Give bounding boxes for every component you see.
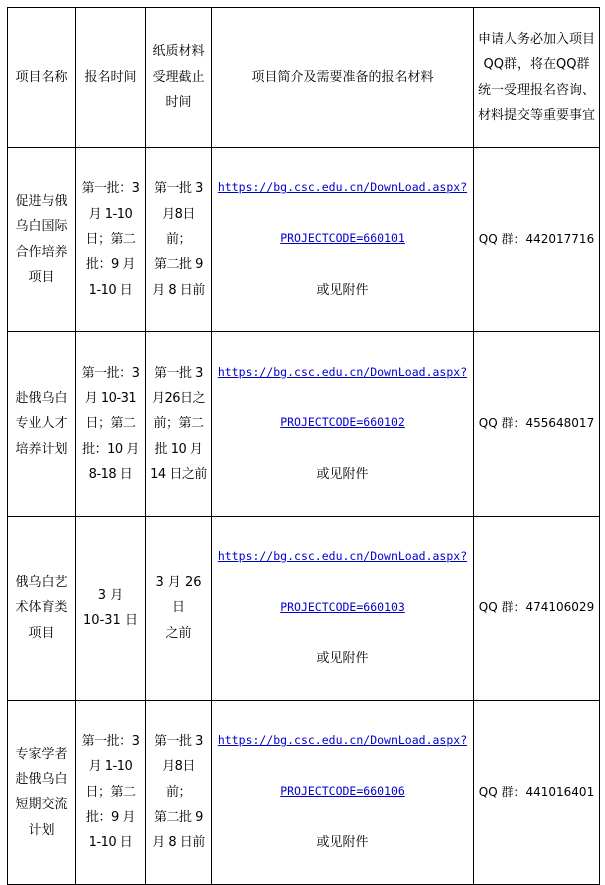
deadline: 3 月 26 日 之前 <box>146 516 212 700</box>
intro-cell <box>212 332 474 516</box>
table-header-row <box>8 8 600 148</box>
intro-cell <box>212 516 474 700</box>
signup-time: 第一批：3 月 1-10 日；第二 批：9 月 1-10 日 <box>76 700 146 884</box>
download-link-code[interactable] <box>216 595 469 620</box>
project-name: 促进与俄 乌白国际 合作培养 项目 <box>8 148 76 332</box>
qq-group: QQ 群：442017716 <box>474 148 600 332</box>
see-attachment: 或见附件 <box>316 282 369 298</box>
link-line-1[interactable]: https://bg.csc.edu.cn/DownLoad.aspx? <box>217 180 468 195</box>
signup-time: 第一批：3 月 1-10 日；第二 批：9 月 1-10 日 <box>76 148 146 332</box>
table-row <box>8 516 600 700</box>
see-attachment: 或见附件 <box>316 466 369 482</box>
table-row <box>8 148 600 332</box>
header-deadline: 纸质材料 受理截止 时间 <box>146 8 212 148</box>
download-link[interactable] <box>216 175 469 200</box>
link-line-1[interactable]: https://bg.csc.edu.cn/DownLoad.aspx? <box>217 364 468 379</box>
intro-cell <box>212 148 474 332</box>
header-signup-time: 报名时间 <box>76 8 146 148</box>
qq-group: QQ 群：455648017 <box>474 332 600 516</box>
header-project-name: 项目名称 <box>8 8 76 148</box>
header-intro: 项目简介及需要准备的报名材料 <box>212 8 474 148</box>
download-link[interactable] <box>216 360 469 385</box>
link-line-2[interactable]: PROJECTCODE=660101 <box>280 230 405 245</box>
intro-cell <box>212 700 474 884</box>
table-row <box>8 700 600 884</box>
link-line-2[interactable]: PROJECTCODE=660103 <box>280 599 405 614</box>
table-row <box>8 332 600 516</box>
download-link[interactable] <box>216 544 469 569</box>
see-attachment: 或见附件 <box>316 835 369 851</box>
link-line-2[interactable]: PROJECTCODE=660102 <box>280 415 405 430</box>
header-qq-note: 申请人务必加入项目QQ群，将在QQ群统一受理报名咨询、材料提交等重要事宜 <box>474 8 600 148</box>
signup-time: 第一批：3 月 10-31 日；第二 批：10 月 8-18 日 <box>76 332 146 516</box>
link-line-2[interactable]: PROJECTCODE=660106 <box>280 783 405 798</box>
link-line-1[interactable]: https://bg.csc.edu.cn/DownLoad.aspx? <box>217 733 468 748</box>
deadline: 第一批 3 月8日前； 第二批 9 月 8 日前 <box>146 148 212 332</box>
see-attachment: 或见附件 <box>316 651 369 667</box>
download-link-code[interactable] <box>216 410 469 435</box>
project-name: 专家学者 赴俄乌白 短期交流 计划 <box>8 700 76 884</box>
qq-group: QQ 群：441016401 <box>474 700 600 884</box>
project-table <box>7 7 600 885</box>
project-name: 赴俄乌白 专业人才 培养计划 <box>8 332 76 516</box>
signup-time: 3 月 10-31 日 <box>76 516 146 700</box>
download-link-code[interactable] <box>216 226 469 251</box>
deadline: 第一批 3 月8日前； 第二批 9 月 8 日前 <box>146 700 212 884</box>
project-name: 俄乌白艺 术体育类 项目 <box>8 516 76 700</box>
download-link-code[interactable] <box>216 779 469 804</box>
deadline: 第一批 3 月26日之 前；第二 批 10 月 14 日之前 <box>146 332 212 516</box>
link-line-1[interactable]: https://bg.csc.edu.cn/DownLoad.aspx? <box>217 548 468 563</box>
qq-group: QQ 群：474106029 <box>474 516 600 700</box>
download-link[interactable] <box>216 728 469 753</box>
